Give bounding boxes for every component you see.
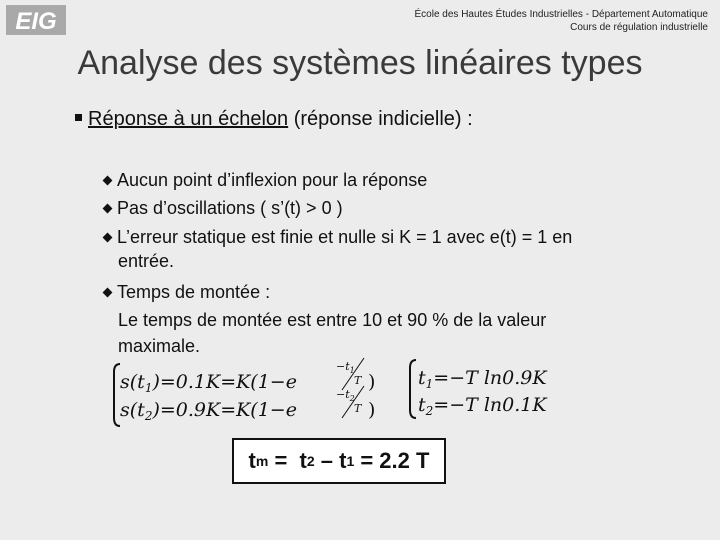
svg-text:): ) [368,399,376,421]
svg-text:EIG: EIG [15,8,57,35]
rise-time-result: t m = t 2 – t 1 = 2.2 T [232,438,446,484]
svg-text:T: T [354,374,362,387]
header-info [415,8,709,34]
slide-title: Analyse des systèmes linéaires types [77,44,643,82]
bullet-item: Aucun point d’inflexion pour la réponse [104,167,427,193]
diamond-bullet-icon [103,288,113,298]
svg-text:s(t2)=0.9K=K(1−e: $s(t_2)=0.9K=K(1-e$ [120,399,297,423]
section-heading-rest: (réponse indicielle) : [288,108,473,130]
square-bullet-icon [75,114,82,121]
diamond-bullet-icon [103,176,113,186]
section-heading [75,108,473,131]
svg-text:−t2: $-t_2$ [336,388,355,403]
diamond-bullet-icon [103,204,113,214]
bullet-continuation: entrée. [118,251,175,271]
rise-equations-left [110,356,385,434]
svg-text:−t1: $-t_1$ [336,360,355,375]
svg-text:s(t1)=0.1K=K(1−e: $s(t_1)=0.1K=K(1-e$ [120,371,297,395]
school-logo [6,5,66,35]
header-course: Cours de régulation industrielle [570,22,708,33]
rise-time-text: Le temps de montée est entre 10 et 90 % de la valeur [118,310,547,330]
rise-time-text-cont: maximale. [118,336,201,356]
bullet-item: L’erreur statique est finie et nulle si K = 1 avec e(t) = 1 en [104,224,670,250]
svg-text:t1=−T ln0.9K: $t_1=-T$ ln0.9K [418,367,547,391]
svg-text:t2=−T ln0.1K: $t_2=-T$ ln0.1K [418,394,547,418]
bullet-item: Pas d’oscillations ( s’(t) > 0 ) [104,195,343,221]
rise-equations-right [406,356,581,422]
svg-text:T: T [354,402,362,415]
svg-text:): ) [368,371,376,393]
bullet-item: Temps de montée : [104,279,270,305]
header-school: École des Hautes Études Industrielles - Département Automatique [414,9,708,20]
diamond-bullet-icon [103,233,113,243]
section-heading-underlined: Réponse à un échelon [88,108,289,130]
